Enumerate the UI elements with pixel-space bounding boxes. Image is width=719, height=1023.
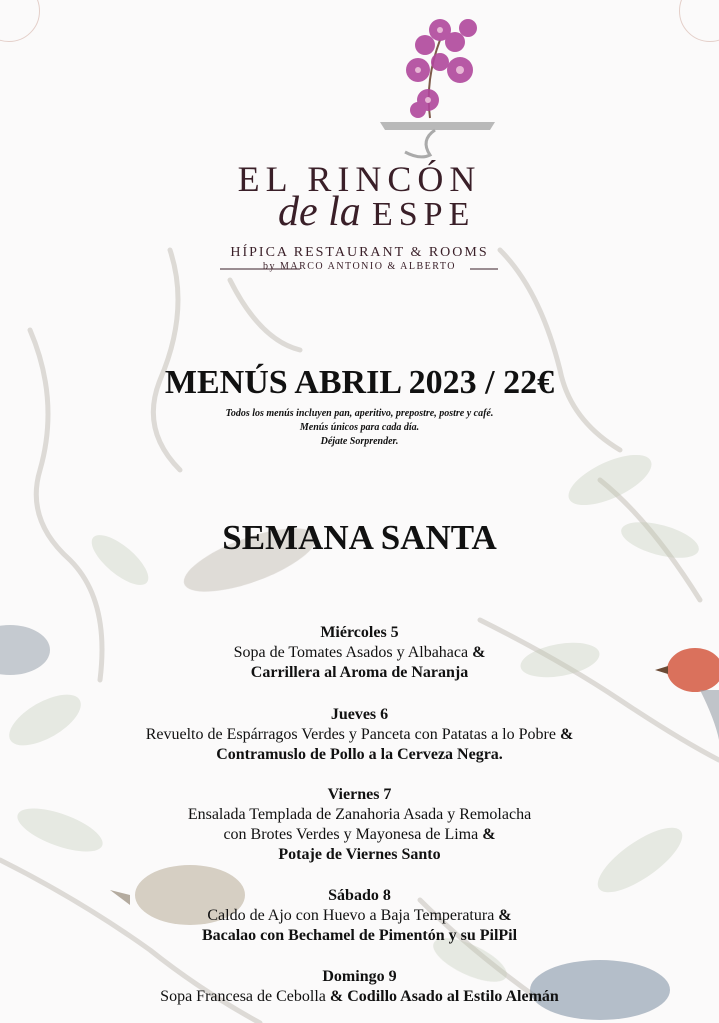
menu-note: Déjate Sorprender. <box>320 436 399 447</box>
day-menu <box>0 623 719 683</box>
menu-note: Menús únicos para cada día. <box>299 422 420 433</box>
dish-main: Contramuslo de Pollo a la Cerveza Negra. <box>216 746 503 763</box>
dish: Sopa Francesa de Cebolla <box>160 988 326 1005</box>
brand-name: EL RINCÓN <box>237 159 482 199</box>
day-menu <box>0 886 719 946</box>
dish-line: Ensalada Templada de Zanahoria Asada y Remolacha <box>187 806 532 823</box>
menu-note: Todos los menús incluyen pan, aperitivo, prepostre, postre y café. <box>225 408 494 419</box>
brand-byline: by MARCO ANTONIO & ALBERTO <box>262 261 457 272</box>
dish: Caldo de Ajo con Huevo a Baja Temperatura <box>207 907 495 924</box>
day-name: Miércoles 5 <box>320 624 399 641</box>
dish-main: Potaje de Viernes Santo <box>278 846 441 863</box>
day-name: Viernes 7 <box>327 786 392 803</box>
dish: Revuelto de Espárragos Verdes y Panceta con Patatas a lo Pobre <box>145 726 556 743</box>
dish: Sopa de Tomates Asados y Albahaca <box>233 644 469 661</box>
brand-tagline: HÍPICA RESTAURANT & ROOMS <box>230 245 489 260</box>
ampersand: & <box>482 826 496 843</box>
dish-main: Codillo Asado al Estilo Alemán <box>347 988 559 1005</box>
brand-name-2: ESPE <box>372 196 476 233</box>
day-name: Domingo 9 <box>322 968 397 985</box>
ampersand: & <box>498 907 512 924</box>
dish-line <box>0 987 719 1007</box>
dish-line <box>0 906 719 926</box>
section-title: SEMANA SANTA <box>222 518 497 557</box>
day-menu <box>0 705 719 765</box>
dish-line <box>0 825 719 845</box>
brand-script: de la <box>278 189 361 235</box>
ampersand: & <box>329 988 344 1005</box>
dish-main: Carrillera al Aroma de Naranja <box>250 664 469 681</box>
page-title: MENÚS ABRIL 2023 / 22€ <box>164 364 555 401</box>
day-menu <box>0 967 719 1007</box>
ampersand: & <box>472 644 486 661</box>
dish: con Brotes Verdes y Mayonesa de Lima <box>223 826 479 843</box>
dish-line <box>0 725 719 745</box>
dish-line <box>0 643 719 663</box>
day-name: Sábado 8 <box>328 887 391 904</box>
dish-main: Bacalao con Bechamel de Pimentón y su PilPil <box>201 927 518 944</box>
day-name: Jueves 6 <box>330 706 389 723</box>
day-menu <box>0 785 719 865</box>
ampersand: & <box>559 726 574 743</box>
